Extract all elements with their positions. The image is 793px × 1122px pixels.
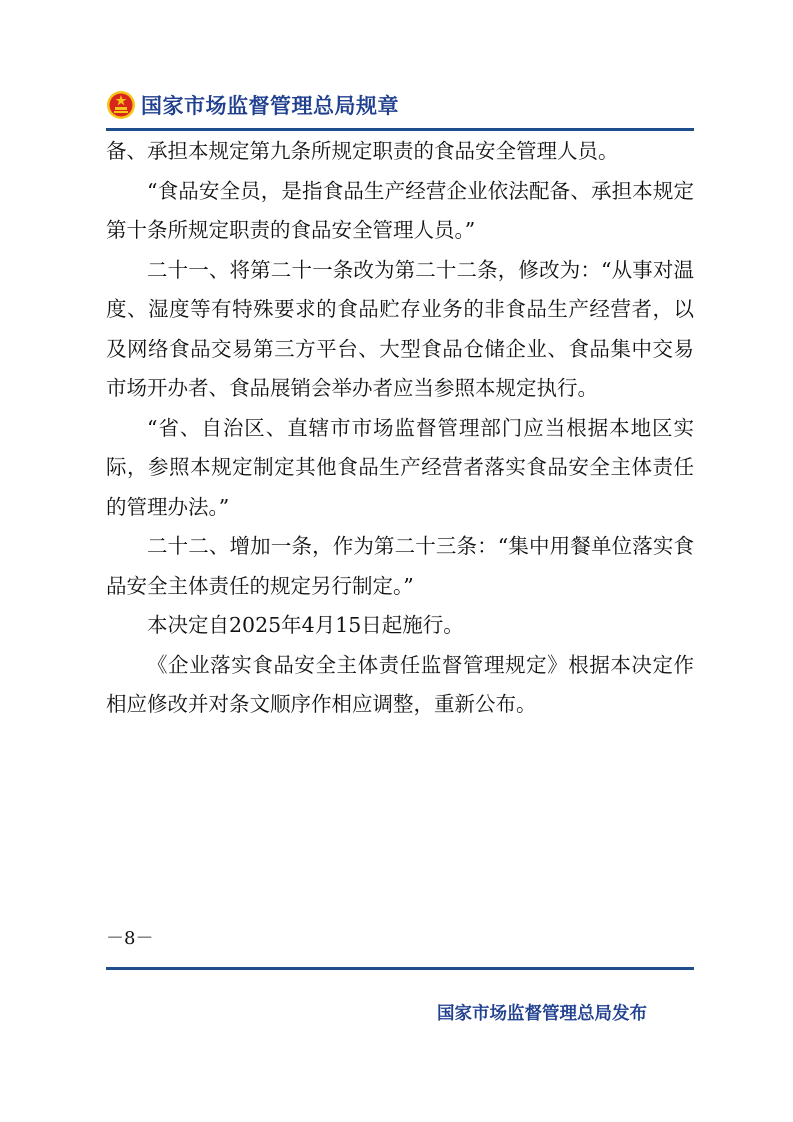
paragraph-article-22: 二十二、增加一条，作为第二十三条：“集中用餐单位落实食品安全主体责任的规定另行制定。”	[106, 534, 694, 598]
footer-divider	[106, 967, 694, 970]
paragraph-article-21: 二十一、将第二十一条改为第二十二条，修改为：“从事对温度、湿度等有特殊要求的食品贮存业务的非食品生产经营者，以及网络食品交易第三方平台、大型食品仓储企业、食品集中交易市场开办者、食品展销会举办者应当参照本规定执行。	[106, 257, 694, 400]
header-divider	[106, 128, 694, 131]
document-body	[106, 132, 694, 725]
paragraph-republication: 《企业落实食品安全主体责任监督管理规定》根据本决定作相应修改并对条文顺序作相应调整，重新公布。	[106, 652, 694, 716]
paragraph-continuation: 备、承担本规定第九条所规定职责的食品安全管理人员。	[106, 139, 619, 163]
header-title: 国家市场监督管理总局规章	[141, 94, 399, 118]
page-number: －8－	[106, 928, 154, 949]
page-header	[106, 88, 399, 122]
paragraph-food-safety-officer: “食品安全员，是指食品生产经营企业依法配备、承担本规定第十条所规定职责的食品安全管理人员。”	[106, 178, 694, 242]
paragraph-effective-date: 本决定自2025年4月15日起施行。	[147, 613, 464, 637]
paragraph-provincial-rules: “省、自治区、直辖市市场监督管理部门应当根据本地区实际，参照本规定制定其他食品生产经营者落实食品安全主体责任的管理办法。”	[106, 415, 694, 519]
national-emblem-icon	[106, 90, 136, 120]
footer-publisher: 国家市场监督管理总局发布	[437, 1004, 647, 1024]
